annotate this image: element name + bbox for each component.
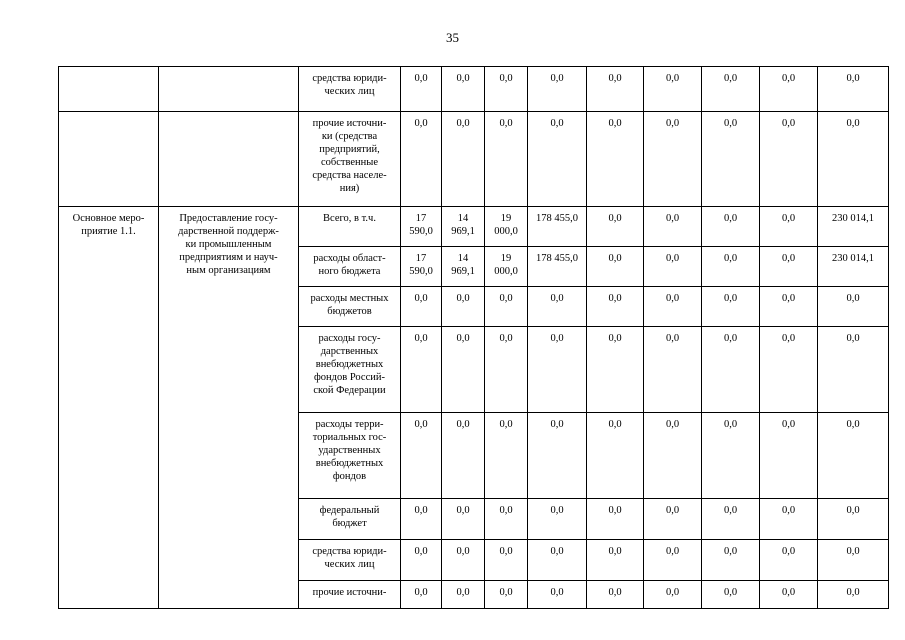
- funding-source-cell: расходы госу- дарственных внебюджетных фондов Россий- ской Федерации: [299, 327, 401, 413]
- funding-source-cell: прочие источни-: [299, 581, 401, 609]
- value-cell: 14 969,1: [442, 207, 485, 247]
- event-name-cell: [159, 67, 299, 112]
- value-cell: 0,0: [760, 247, 818, 287]
- value-cell: 0,0: [587, 67, 644, 112]
- value-cell: 0,0: [442, 287, 485, 327]
- value-cell: 0,0: [702, 413, 760, 499]
- funding-source-cell: расходы местных бюджетов: [299, 287, 401, 327]
- table-row: [59, 207, 889, 247]
- value-cell: 0,0: [818, 327, 889, 413]
- value-cell: 0,0: [442, 413, 485, 499]
- value-cell: 17 590,0: [401, 247, 442, 287]
- value-cell: 0,0: [485, 327, 528, 413]
- value-cell: 0,0: [760, 413, 818, 499]
- value-cell: 0,0: [818, 112, 889, 207]
- value-cell: 230 014,1: [818, 247, 889, 287]
- value-cell: 0,0: [760, 207, 818, 247]
- value-cell: 0,0: [528, 287, 587, 327]
- value-cell: 0,0: [528, 327, 587, 413]
- event-cell: Основное меро- приятие 1.1.: [59, 207, 159, 609]
- value-cell: 0,0: [528, 67, 587, 112]
- value-cell: 0,0: [644, 207, 702, 247]
- value-cell: 0,0: [485, 112, 528, 207]
- value-cell: 0,0: [485, 287, 528, 327]
- event-cell: [59, 112, 159, 207]
- value-cell: 0,0: [442, 67, 485, 112]
- value-cell: 0,0: [528, 581, 587, 609]
- value-cell: 0,0: [485, 499, 528, 540]
- value-cell: 0,0: [442, 581, 485, 609]
- value-cell: 0,0: [401, 327, 442, 413]
- value-cell: 0,0: [760, 581, 818, 609]
- budget-table: [58, 66, 889, 609]
- value-cell: 0,0: [818, 499, 889, 540]
- funding-source-cell: расходы терри- ториальных гос- ударственных внебюджетных фондов: [299, 413, 401, 499]
- value-cell: 19 000,0: [485, 247, 528, 287]
- value-cell: 19 000,0: [485, 207, 528, 247]
- table-row: [59, 112, 889, 207]
- value-cell: 0,0: [818, 67, 889, 112]
- value-cell: 0,0: [442, 540, 485, 581]
- value-cell: 0,0: [818, 287, 889, 327]
- value-cell: 0,0: [587, 327, 644, 413]
- value-cell: 0,0: [818, 540, 889, 581]
- value-cell: 0,0: [702, 499, 760, 540]
- value-cell: 0,0: [760, 327, 818, 413]
- value-cell: 0,0: [818, 581, 889, 609]
- value-cell: 14 969,1: [442, 247, 485, 287]
- value-cell: 0,0: [644, 327, 702, 413]
- value-cell: 0,0: [760, 287, 818, 327]
- value-cell: 0,0: [644, 413, 702, 499]
- funding-source-cell: средства юриди- ческих лиц: [299, 67, 401, 112]
- page-number: 35: [446, 30, 459, 45]
- value-cell: 0,0: [760, 67, 818, 112]
- value-cell: 0,0: [818, 413, 889, 499]
- table-body: [59, 67, 889, 609]
- funding-source-cell: федеральный бюджет: [299, 499, 401, 540]
- value-cell: 0,0: [587, 499, 644, 540]
- value-cell: 0,0: [587, 112, 644, 207]
- value-cell: 0,0: [702, 287, 760, 327]
- value-cell: 0,0: [401, 112, 442, 207]
- value-cell: 0,0: [587, 247, 644, 287]
- value-cell: 0,0: [401, 287, 442, 327]
- funding-source-cell: Всего, в т.ч.: [299, 207, 401, 247]
- funding-source-cell: прочие источни- ки (средства предприятий, собственные средства населе- ния): [299, 112, 401, 207]
- value-cell: 0,0: [760, 499, 818, 540]
- value-cell: 0,0: [702, 327, 760, 413]
- value-cell: 0,0: [587, 581, 644, 609]
- value-cell: 178 455,0: [528, 207, 587, 247]
- value-cell: 178 455,0: [528, 247, 587, 287]
- value-cell: 17 590,0: [401, 207, 442, 247]
- value-cell: 0,0: [401, 581, 442, 609]
- value-cell: 0,0: [528, 540, 587, 581]
- value-cell: 0,0: [644, 287, 702, 327]
- value-cell: 0,0: [760, 112, 818, 207]
- event-name-cell: Предоставление госу- дарственной поддерж- ки промышленным предприятиям и науч- ным организациям: [159, 207, 299, 609]
- value-cell: 0,0: [401, 540, 442, 581]
- value-cell: 0,0: [401, 499, 442, 540]
- value-cell: 0,0: [587, 413, 644, 499]
- value-cell: 0,0: [644, 581, 702, 609]
- value-cell: 0,0: [702, 540, 760, 581]
- value-cell: 0,0: [485, 581, 528, 609]
- value-cell: 0,0: [528, 499, 587, 540]
- value-cell: 0,0: [702, 67, 760, 112]
- value-cell: 0,0: [702, 112, 760, 207]
- value-cell: 0,0: [528, 413, 587, 499]
- value-cell: 0,0: [644, 247, 702, 287]
- value-cell: 0,0: [401, 67, 442, 112]
- value-cell: 0,0: [644, 540, 702, 581]
- value-cell: 0,0: [442, 499, 485, 540]
- value-cell: 0,0: [644, 67, 702, 112]
- value-cell: 0,0: [528, 112, 587, 207]
- value-cell: 0,0: [485, 67, 528, 112]
- value-cell: 0,0: [644, 112, 702, 207]
- value-cell: 0,0: [485, 540, 528, 581]
- value-cell: 0,0: [702, 247, 760, 287]
- value-cell: 0,0: [587, 540, 644, 581]
- value-cell: 0,0: [702, 207, 760, 247]
- value-cell: 0,0: [702, 581, 760, 609]
- event-name-cell: [159, 112, 299, 207]
- funding-source-cell: расходы област- ного бюджета: [299, 247, 401, 287]
- value-cell: 0,0: [401, 413, 442, 499]
- funding-source-cell: средства юриди- ческих лиц: [299, 540, 401, 581]
- value-cell: 0,0: [644, 499, 702, 540]
- value-cell: 0,0: [442, 327, 485, 413]
- table-row: [59, 67, 889, 112]
- value-cell: 0,0: [587, 207, 644, 247]
- value-cell: 0,0: [442, 112, 485, 207]
- value-cell: 0,0: [760, 540, 818, 581]
- event-cell: [59, 67, 159, 112]
- value-cell: 0,0: [485, 413, 528, 499]
- value-cell: 230 014,1: [818, 207, 889, 247]
- value-cell: 0,0: [587, 287, 644, 327]
